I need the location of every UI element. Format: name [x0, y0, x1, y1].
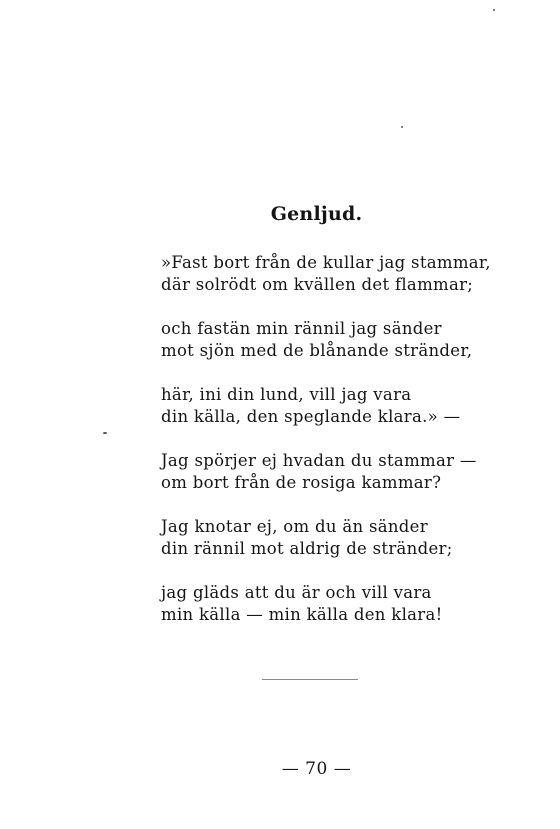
- stanza: [161, 582, 481, 626]
- poem-line: mot sjön med de blånande stränder,: [161, 341, 473, 360]
- poem-line: och fastän min rännil jag sänder: [161, 319, 442, 338]
- margin-speck: [103, 432, 107, 434]
- poem-line: jag gläds att du är och vill vara: [161, 583, 432, 602]
- poem-title: Genljud.: [270, 203, 363, 225]
- poem-line: min källa — min källa den klara!: [161, 605, 443, 624]
- poem-line: där solrödt om kvällen det flammar;: [161, 275, 474, 294]
- margin-speck: [401, 126, 403, 128]
- poem-body: [161, 252, 491, 648]
- stanza: [161, 516, 481, 560]
- margin-speck: [493, 9, 495, 11]
- poem-line: om bort från de rosiga kammar?: [161, 473, 442, 492]
- divider-rule: [262, 679, 358, 680]
- poem-line: här, ini din lund, vill jag vara: [161, 385, 412, 404]
- stanza: [161, 318, 481, 362]
- stanza: [161, 252, 491, 296]
- poem-line: »Fast bort från de kullar jag stammar,: [161, 253, 491, 272]
- poem-line: Jag spörjer ej hvadan du stammar —: [161, 451, 477, 470]
- poem-line: din källa, den speglande klara.» —: [161, 407, 461, 426]
- page-number: — 70 —: [281, 759, 352, 779]
- poem-line: Jag knotar ej, om du än sänder: [161, 517, 428, 536]
- poem-line: din rännil mot aldrig de stränder;: [161, 539, 453, 558]
- stanza: [161, 450, 481, 494]
- stanza: [161, 384, 481, 428]
